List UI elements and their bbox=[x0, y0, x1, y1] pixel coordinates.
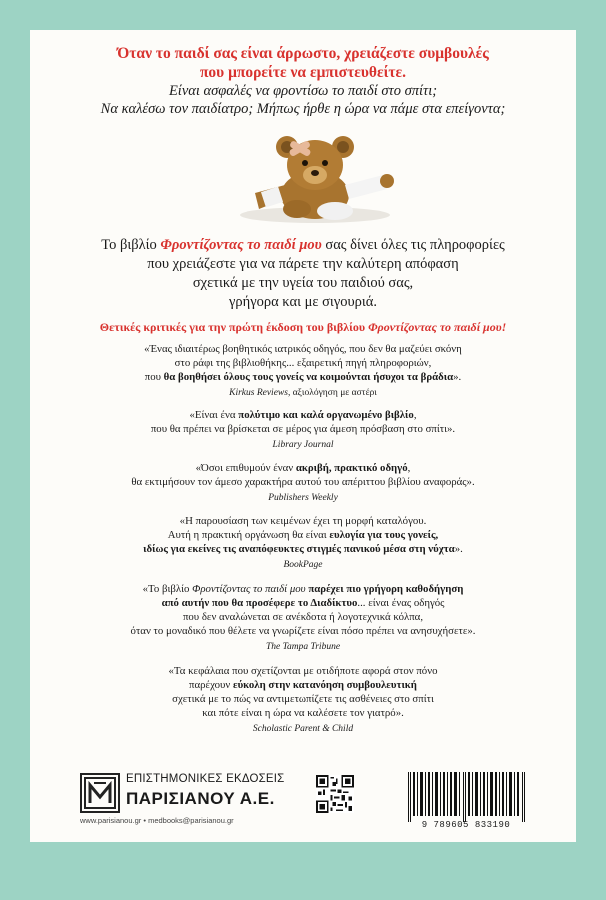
review-kirkus bbox=[30, 342, 576, 400]
review-text: Αυτή η πρακτική οργάνωση θα είναι bbox=[167, 529, 330, 541]
review-line: που θα πρέπει να βρίσκεται σε μέρος για άμεση πρόσβαση στο σπίτι». bbox=[150, 423, 456, 435]
review-line: σχετικά με το πώς να αντιμετωπίζετε τις ασθένειες στο σπίτι bbox=[172, 693, 434, 705]
review-line: που δεν αναλώνεται σε ανέκδοτα ή λογοτεχνικά κόλπα, bbox=[182, 611, 424, 623]
question-line-2: Να καλέσω τον παιδίατρο; Μήπως ήρθε η ώρα να πάμε στα επείγοντα; bbox=[100, 101, 506, 117]
review-source: BookPage bbox=[283, 560, 323, 570]
review-source: Library Journal bbox=[272, 440, 334, 450]
review-tampa-tribune bbox=[30, 582, 576, 654]
questions bbox=[30, 82, 576, 118]
review-line: όταν το μοναδικό που θέλετε να γνωρίζετε είναι πόσο πρέπει να ανησυχήσετε». bbox=[130, 625, 476, 637]
headline-line-1: Όταν το παιδί σας είναι άρρωστο, χρειάζεστε συμβουλές bbox=[117, 45, 489, 62]
reviews-heading bbox=[30, 320, 576, 335]
intro bbox=[30, 236, 576, 312]
review-emphasis: πολύτιμο και καλά οργανωμένο βιβλίο bbox=[238, 409, 414, 421]
back-cover bbox=[30, 30, 576, 842]
review-emphasis: εύκολη στην κατανόηση συμβουλευτική bbox=[232, 679, 417, 691]
intro-post: σας δίνει όλες τις πληροφορίες bbox=[321, 237, 505, 253]
review-emphasis: θα βοηθήσει όλους τους γονείς να κοιμούνται ήσυχοι τα βράδια bbox=[163, 371, 454, 383]
headline bbox=[30, 44, 576, 82]
review-source-note: , αξιολόγηση με αστέρι bbox=[287, 388, 377, 398]
review-text: , bbox=[413, 409, 417, 421]
review-text: ». bbox=[453, 371, 462, 383]
review-emphasis: παρέχει πιο γρήγορη καθοδήγηση bbox=[308, 583, 464, 595]
isbn-number: 9 789605 833190 bbox=[421, 820, 511, 830]
review-text: που bbox=[144, 371, 164, 383]
reviews-heading-text: Θετικές κριτικές για την πρώτη έκδοση του βιβλίου bbox=[99, 320, 369, 334]
publisher-line-2: ΠΑΡΙΣΙΑΝΟΥ Α.Ε. bbox=[126, 789, 275, 808]
book-title: Φροντίζοντας το παιδί μου bbox=[160, 237, 322, 253]
review-text: «Το βιβλίο bbox=[142, 583, 193, 595]
review-source: Publishers Weekly bbox=[268, 493, 338, 503]
question-line-1: Είναι ασφαλές να φροντίσω το παιδί στο σπίτι; bbox=[168, 83, 438, 99]
review-book-title: Φροντίζοντας το παιδί μου bbox=[192, 583, 306, 595]
review-text: ... είναι ένας οδηγός bbox=[357, 597, 445, 609]
intro-line-4: γρήγορα και με σιγουριά. bbox=[228, 294, 378, 310]
publisher-line-1: ΕΠΙΣΤΗΜΟΝΙΚΕΣ ΕΚΔΟΣΕΙΣ bbox=[126, 773, 285, 785]
teddy-bear-icon bbox=[215, 125, 415, 225]
review-text: ». bbox=[454, 543, 463, 555]
review-text: , bbox=[407, 462, 411, 474]
intro-pre: Το βιβλίο bbox=[101, 237, 161, 253]
qr-code-icon bbox=[316, 775, 354, 813]
review-source bbox=[30, 386, 576, 400]
review-emphasis: ακριβή, πρακτικό οδηγό bbox=[295, 462, 408, 474]
reviews-heading-title: Φροντίζοντας το παιδί μου! bbox=[368, 320, 507, 334]
review-source-name: Kirkus Reviews bbox=[229, 388, 288, 398]
review-line: «Η παρουσίαση των κειμένων έχει τη μορφή καταλόγου. bbox=[179, 515, 427, 527]
review-line: και πότε είναι η ώρα να καλέσετε τον γιατρό». bbox=[202, 707, 404, 719]
review-line bbox=[30, 582, 576, 596]
review-emphasis: από αυτήν που θα προσέφερε το Διαδίκτυο bbox=[161, 597, 358, 609]
publisher-web: www.parisianou.gr • medbooks@parisianou.gr bbox=[80, 816, 234, 825]
intro-line-1 bbox=[30, 236, 576, 255]
review-line bbox=[30, 408, 576, 422]
headline-line-2: που μπορείτε να εμπιστευθείτε. bbox=[199, 64, 407, 81]
review-line: στο ράφι της βιβλιοθήκης... εξαιρετική πηγή πληροφοριών, bbox=[174, 357, 432, 369]
review-line bbox=[30, 678, 576, 692]
review-source: Scholastic Parent & Child bbox=[252, 724, 354, 734]
review-line: θα εκτιμήσουν τον άμεσο χαρακτήρα αυτού του απέριττου βιβλίου αναφοράς». bbox=[131, 476, 475, 488]
review-emphasis: ιδίως για εκείνες τις αναπόφευκτες στιγμές πανικού μέσα στη νύχτα bbox=[143, 543, 455, 555]
review-publishers-weekly bbox=[30, 461, 576, 505]
review-bookpage bbox=[30, 514, 576, 572]
review-text: παρέχουν bbox=[189, 679, 233, 691]
review-line bbox=[30, 370, 576, 384]
review-line bbox=[30, 528, 576, 542]
review-text: «Όσοι επιθυμούν έναν bbox=[195, 462, 296, 474]
review-line: «Τα κεφάλαια που σχετίζονται με οτιδήποτε αφορά στον πόνο bbox=[168, 665, 438, 677]
barcode-icon bbox=[406, 772, 528, 822]
intro-line-2: που χρειάζεστε για να πάρετε την καλύτερη απόφαση bbox=[147, 256, 459, 272]
intro-line-3: σχετικά με την υγεία του παιδιού σας, bbox=[192, 275, 414, 291]
review-source: The Tampa Tribune bbox=[265, 642, 341, 652]
review-line: «Ένας ιδιαιτέρως βοηθητικός ιατρικός οδηγός, που δεν θα μαζεύει σκόνη bbox=[144, 343, 462, 355]
review-text: «Είναι ένα bbox=[189, 409, 239, 421]
review-scholastic bbox=[30, 664, 576, 736]
publisher-logo-icon bbox=[80, 773, 120, 813]
review-line bbox=[30, 596, 576, 610]
review-emphasis: ευλογία για τους γονείς, bbox=[329, 529, 439, 541]
review-line bbox=[30, 461, 576, 475]
review-library-journal bbox=[30, 408, 576, 452]
review-line bbox=[30, 542, 576, 556]
